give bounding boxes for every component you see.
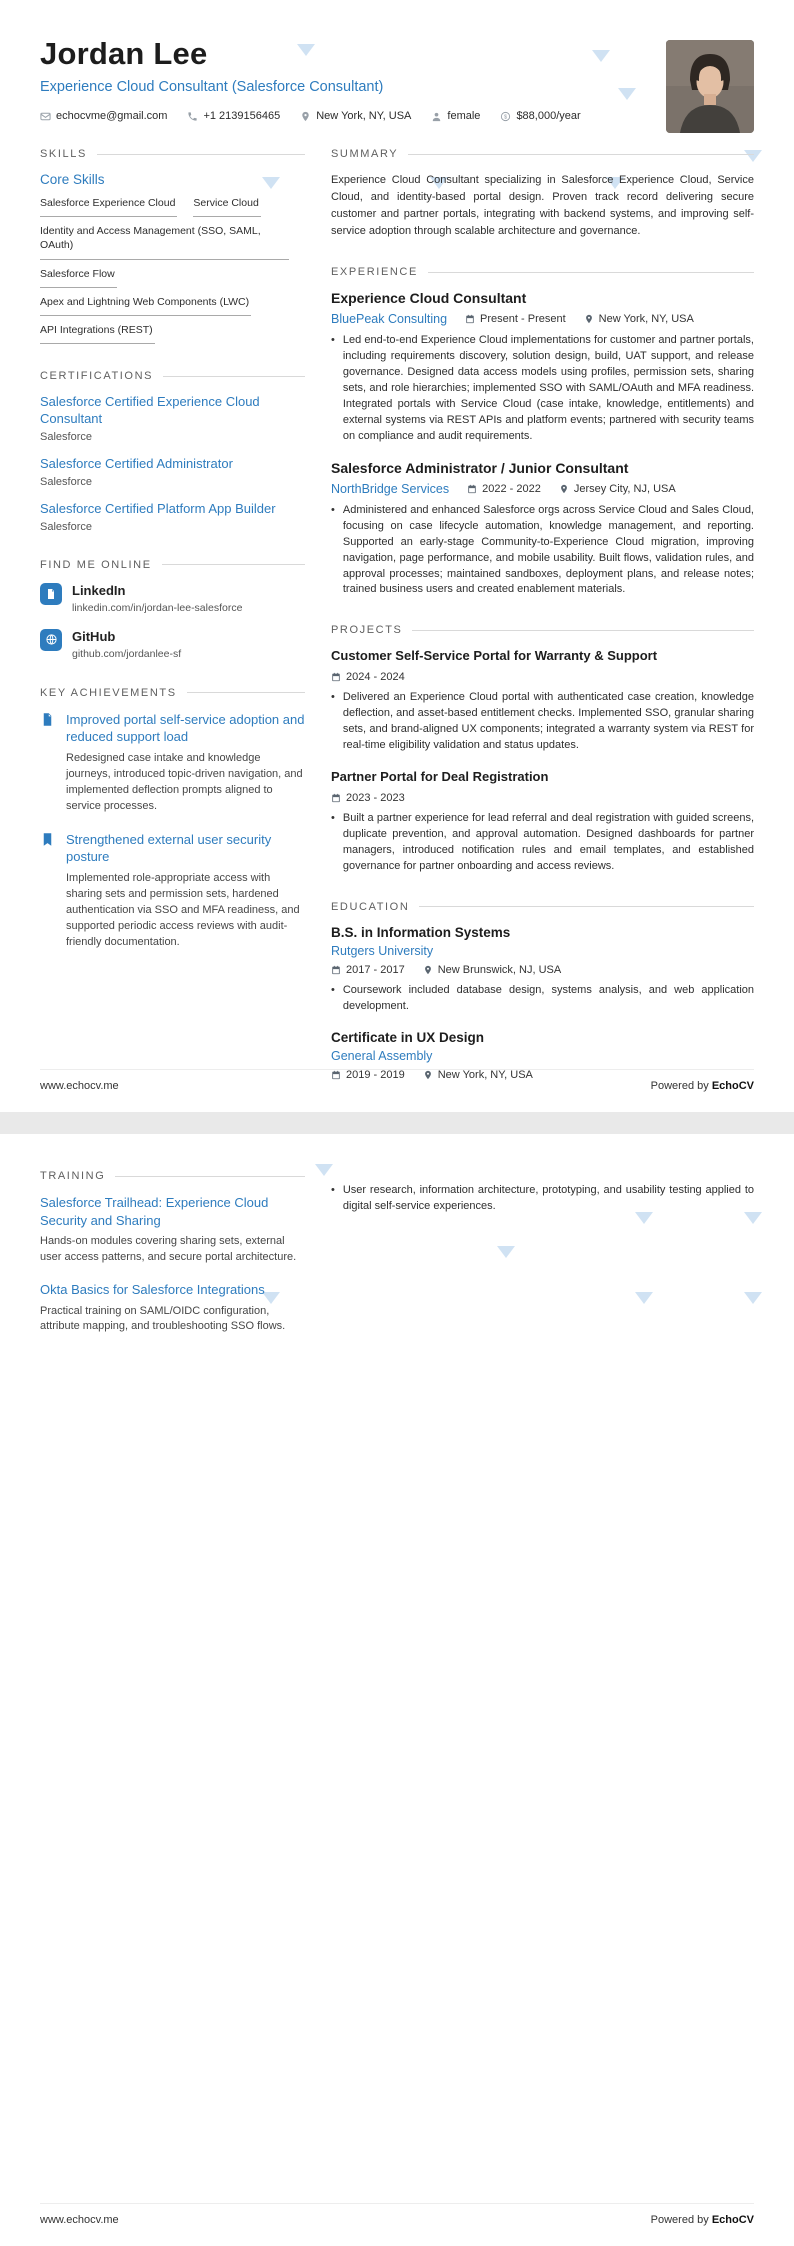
projects-section (331, 624, 754, 874)
certification-issuer: Salesforce (40, 430, 92, 443)
experience-entry (331, 460, 754, 599)
online-profile-label: LinkedIn (72, 582, 126, 598)
achievement-title: Strengthened external user security posture (66, 831, 272, 865)
heading-rule (97, 154, 305, 155)
calendar-icon (465, 314, 475, 324)
certifications-section (40, 370, 305, 533)
online-profile-url: linkedin.com/in/jordan-lee-salesforce (72, 601, 243, 614)
achievement-description: Implemented role-appropriate access with sharing sets and permission sets, hardened authentication via SSO and MFA readiness, and supported periodic access reviews with audit-friendly documentation. (66, 871, 300, 948)
skill-item: Identity and Access Management (SSO, SAML, OAuth) (40, 217, 289, 259)
salary-icon (500, 111, 511, 122)
education-school: General Assembly (331, 1048, 433, 1063)
project-meta (331, 671, 754, 683)
certification-title: Salesforce Certified Platform App Builder (40, 500, 276, 516)
education-bullet: • Coursework included database design, systems analysis, and web application development. (331, 983, 754, 1015)
experience-company: NorthBridge Services (331, 481, 450, 496)
heading-rule (115, 1176, 305, 1177)
left-column (40, 1170, 305, 1361)
summary-heading-label: SUMMARY (331, 148, 399, 160)
skills-list (40, 189, 305, 344)
education-degree: B.S. in Information Systems (331, 924, 511, 940)
footer-website: www.echocv.me (40, 2214, 119, 2226)
achievement-title: Improved portal self-service adoption and reduced support load (66, 711, 305, 745)
experience-location-text: New York, NY, USA (598, 313, 694, 326)
training-title: Salesforce Trailhead: Experience Cloud Security and Sharing (40, 1195, 269, 1228)
resume-page-2 (0, 1134, 794, 2246)
education-location-text: New York, NY, USA (437, 1068, 533, 1081)
experience-dates (465, 313, 566, 325)
education-heading (331, 901, 754, 913)
contact-phone (187, 110, 280, 122)
footer-website: www.echocv.me (40, 1080, 119, 1092)
location-pin-icon (559, 484, 569, 494)
experience-bullet: • Administered and enhanced Salesforce orgs across Service Cloud and Sales Cloud, focusing on case lifecycle automation, knowledge management, and reporting. Supported an early-stage Community-to-Experience Cloud migration, improving navigation, page performance, and mobile usability. Built flows, validation rules, and approval processes; maintained sandboxes, deployment plans, and release notes; trained business users and created enablement materials. (331, 503, 754, 599)
footer-powered-by-prefix: Powered by (650, 1080, 712, 1092)
online-profile-url: github.com/jordanlee-sf (72, 647, 182, 660)
certifications-heading (40, 370, 305, 382)
skill-item: Service Cloud (193, 189, 260, 217)
summary-section (331, 148, 754, 240)
project-bullet: • Built a partner experience for lead referral and deal registration with guided screens, duplicate prevention, and approval automation. Designed dashboards for partner managers, introduced notification rules and email templates, and established governance for partner onboarding and access reviews. (331, 811, 754, 875)
experience-heading (331, 266, 754, 278)
education-dates-text: 2019 - 2019 (346, 1068, 405, 1081)
skills-heading (40, 148, 305, 160)
footer-powered-by-prefix: Powered by (650, 2214, 712, 2226)
find-me-online-heading (40, 559, 305, 571)
project-dates (331, 792, 405, 804)
footer-brand-name: EchoCV (711, 1080, 754, 1092)
document-icon (40, 711, 57, 815)
experience-role: Salesforce Administrator / Junior Consultant (331, 459, 629, 476)
experience-bullet: • Led end-to-end Experience Cloud implementations for customer and partner portals, including requirements discovery, solution design, build, UAT support, and release governance. Designed data access models using profiles, permission sets, sharing sets, and role hierarchies; implemented SSO with SAML/OAuth and MFA readiness. Integrated portals with Service Cloud (case intake, knowledge, entitlements) and external systems via REST APIs and platform events; partnered with security teams on compliance and audit requirements. (331, 333, 754, 445)
resume-page-1 (0, 0, 794, 1112)
page2-footer (40, 2203, 754, 2226)
skill-item: API Integrations (REST) (40, 316, 155, 344)
page2-columns (40, 1170, 754, 1361)
education-entry (331, 925, 754, 1015)
contact-salary-text: $88,000/year (516, 110, 581, 122)
experience-heading-label: EXPERIENCE (331, 266, 418, 279)
projects-heading-label: PROJECTS (331, 624, 403, 637)
heading-rule (163, 376, 305, 377)
skill-item: Salesforce Flow (40, 260, 117, 288)
right-column (331, 1170, 754, 1361)
summary-heading (331, 148, 754, 160)
education-heading-label: EDUCATION (331, 900, 410, 913)
svg-text:$: $ (504, 114, 508, 121)
project-bullets (331, 811, 754, 875)
online-profile-body (72, 629, 181, 661)
skills-heading-label: SKILLS (40, 148, 87, 160)
page1-columns (40, 148, 754, 1107)
resume-header (40, 36, 754, 122)
calendar-icon (467, 484, 477, 494)
project-entry (331, 648, 754, 754)
training-item (40, 1281, 305, 1335)
heading-rule (428, 272, 754, 273)
project-dates-text: 2024 - 2024 (346, 671, 405, 684)
contact-email (40, 110, 167, 122)
project-dates (331, 671, 405, 683)
experience-section (331, 266, 754, 598)
contact-location (300, 110, 411, 122)
footer-brand-name: EchoCV (711, 2214, 754, 2226)
skill-item: Salesforce Experience Cloud (40, 189, 177, 217)
project-bullets (331, 690, 754, 754)
linkedin-profile-link[interactable] (40, 583, 305, 615)
page1-footer (40, 1069, 754, 1092)
skill-item: Apex and Lightning Web Components (LWC) (40, 288, 251, 316)
education-dates-text: 2017 - 2017 (346, 963, 405, 976)
heading-rule (408, 154, 754, 155)
find-me-online-heading-label: FIND ME ONLINE (40, 558, 152, 571)
experience-bullets (331, 503, 754, 599)
experience-meta (331, 482, 754, 496)
training-title: Okta Basics for Salesforce Integrations (40, 1281, 265, 1297)
training-heading (40, 1170, 305, 1182)
training-description: Hands-on modules covering sharing sets, external user access patterns, and secure portal architecture. (40, 1235, 297, 1264)
summary-text: Experience Cloud Consultant specializing in Salesforce Experience Cloud, Service Cloud, and identity-based portal design. Proven track record delivering secure customer and partner portals, integrating with backend systems, and improving self-service adoption through scalable architecture and governance. (331, 174, 754, 238)
linkedin-icon (40, 583, 62, 605)
footer-powered-by (651, 2214, 754, 2226)
heading-rule (412, 630, 754, 631)
project-bullet: • Delivered an Experience Cloud portal with authenticated case creation, knowledge deflection, and asset-based entitlement checks. Implemented SSO, granular sharing sets, and brand-aligned UX components; integrated a warranty system via REST for real-time eligibility validation and status updates. (331, 690, 754, 754)
online-profile-label: GitHub (72, 628, 116, 644)
location-pin-icon (300, 111, 311, 122)
github-icon (40, 629, 62, 651)
project-dates-text: 2023 - 2023 (346, 791, 405, 804)
github-profile-link[interactable] (40, 629, 305, 661)
contact-gender (431, 110, 480, 122)
left-column (40, 148, 305, 1107)
online-profile-body (72, 583, 242, 615)
contact-salary (500, 110, 580, 122)
certification-title: Salesforce Certified Experience Cloud Consultant (40, 394, 260, 426)
training-description: Practical training on SAML/OIDC configuration, attribute mapping, and troubleshooting SSO flows. (40, 1304, 286, 1333)
experience-meta (331, 312, 754, 326)
calendar-icon (331, 793, 341, 803)
candidate-title: Experience Cloud Consultant (Salesforce Consultant) (40, 79, 384, 95)
phone-icon (187, 111, 198, 122)
achievement-body (66, 711, 305, 815)
project-title: Partner Portal for Deal Registration (331, 769, 549, 785)
certification-issuer: Salesforce (40, 475, 92, 488)
education-school: Rutgers University (331, 943, 434, 958)
experience-location-text: Jersey City, NJ, USA (573, 482, 676, 495)
heading-rule (187, 692, 305, 693)
project-entry (331, 769, 754, 875)
skills-group-title: Core Skills (40, 172, 105, 187)
achievement-description: Redesigned case intake and knowledge journeys, introduced topic-driven navigation, and implemented deflection prompts aligned to service processes. (66, 752, 303, 812)
experience-company: BluePeak Consulting (331, 312, 448, 327)
certifications-heading-label: CERTIFICATIONS (40, 370, 154, 383)
education-meta (331, 964, 754, 976)
certification-item (40, 394, 305, 443)
certification-item (40, 456, 305, 488)
experience-bullets (331, 333, 754, 445)
certification-item (40, 501, 305, 533)
calendar-icon (331, 672, 341, 682)
calendar-icon (331, 965, 341, 975)
contact-phone-text: +1 2139156465 (203, 110, 281, 122)
email-icon (40, 111, 51, 122)
achievement-body (66, 831, 305, 951)
right-column (331, 148, 754, 1107)
education-bullet: • User research, information architecture, prototyping, and usability testing applied to digital self-service experiences. (331, 1183, 754, 1215)
key-achievements-heading (40, 687, 305, 699)
experience-location (559, 483, 676, 495)
person-icon (431, 111, 442, 122)
profile-photo (666, 40, 754, 133)
training-heading-label: TRAINING (40, 1170, 106, 1182)
education-continuation-bullets (331, 1183, 754, 1215)
heading-rule (419, 906, 754, 907)
education-dates (331, 964, 405, 976)
education-degree: Certificate in UX Design (331, 1029, 485, 1045)
find-me-online-section (40, 559, 305, 661)
key-achievements-heading-label: KEY ACHIEVEMENTS (40, 686, 177, 699)
contact-email-text: echocvme@gmail.com (56, 110, 168, 122)
projects-heading (331, 624, 754, 636)
experience-entry (331, 290, 754, 445)
education-location-text: New Brunswick, NJ, USA (437, 963, 562, 976)
achievement-item (40, 711, 305, 815)
project-meta (331, 792, 754, 804)
experience-role: Experience Cloud Consultant (331, 290, 527, 307)
training-section (40, 1170, 305, 1335)
candidate-name: Jordan Lee (40, 36, 208, 71)
education-bullets (331, 983, 754, 1015)
experience-dates-text: 2022 - 2022 (482, 482, 541, 495)
certification-issuer: Salesforce (40, 520, 92, 533)
project-title: Customer Self-Service Portal for Warranty & Support (331, 648, 658, 664)
certification-title: Salesforce Certified Administrator (40, 455, 233, 471)
key-achievements-section (40, 687, 305, 951)
location-pin-icon (584, 314, 594, 324)
bookmark-icon (40, 831, 57, 951)
experience-dates-text: Present - Present (480, 313, 566, 326)
experience-dates (467, 483, 541, 495)
contact-location-text: New York, NY, USA (316, 110, 412, 122)
education-location (423, 964, 561, 976)
contact-gender-text: female (447, 110, 481, 122)
contact-row (40, 110, 754, 122)
location-pin-icon (423, 965, 433, 975)
footer-powered-by (651, 1080, 754, 1092)
training-item (40, 1194, 305, 1266)
achievement-item (40, 831, 305, 951)
experience-location (584, 313, 694, 325)
skills-section (40, 148, 305, 344)
education-section (331, 901, 754, 1081)
heading-rule (162, 564, 305, 565)
